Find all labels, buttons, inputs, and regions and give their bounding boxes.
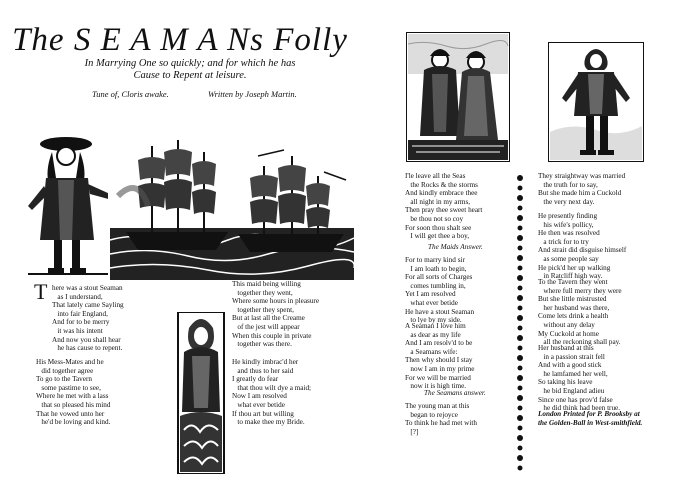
tune-line: Tune of, Cloris awake. (92, 89, 169, 99)
stanza-2: His Mess-Mates and he did together agree To go to the Tavern some pastime to see, Where he met with a lass that so pleased his mind That he vowed unto her he'd be loving and kind. (36, 358, 111, 427)
woman-portrait-woodcut (176, 312, 226, 474)
subtitle-line-2: Cause to Repent at leisure. (133, 70, 247, 81)
stanza-6: For to marry kind sir I am loath to begin, For all sorts of Charges comes tumbling in, Yet I am resolved what ever betide He have a stout Seaman to lye by my side. (405, 256, 475, 325)
author-line: Written by Joseph Martin. (208, 89, 297, 99)
ballad-title: The S E A M A Ns Folly (12, 22, 348, 58)
stanza-8: The young man at this began to rejoyce To think he had met with [?] (405, 402, 477, 436)
printer-imprint: London Printed for P. Brooksby at the Golden-Ball in West-smithfield. (538, 410, 643, 427)
ornamental-divider (515, 172, 525, 472)
stanza-9: They straightway was married the truth for to say, But she made him a Cuckold the very next day. (538, 172, 626, 206)
stanza-5: I'le leave all the Seas the Rocks & the storms And kindly embrace thee all night in my arms, Then pray thee sweet heart be thou not so coy For soon thou shalt see I will get thee a boy, (405, 172, 483, 241)
subtitle-line-1: In Marrying One so quickly; and for which he has (84, 58, 296, 69)
stanza-11: To the Tavern they went where full merry they were But she little mistrusted her husband was there, Come lets drink a health without any delay My Cuckold at home all the reckoning shall pay. (538, 278, 622, 347)
stanza-1: here was a stout Seaman as I understand, That lately came Sayling into fair England, And for to be merry it was his intent And now you shall hear he has cause to repent. (52, 284, 124, 353)
stanza-3: This maid being willing together they went, Where some hours in pleasure together they spent, But at last all the Creame of the jest will appear When this couple in private together was there. (232, 280, 320, 349)
sailing-ships-woodcut (108, 136, 356, 282)
stanza-10: He presently finding his wife's pollicy, He then was resolved a trick for to try And strait did disguise himself as some people say He pick'd her up walking in Ratcliff high way. (538, 212, 627, 281)
drop-cap: T (34, 279, 48, 304)
gentleman-woodcut (18, 128, 118, 278)
man-standing-woodcut (548, 42, 644, 162)
stanza-12: Her husband at this in a passion strait fell And with a good stick he lamfamed her well, So taking his leave he bid England adieu Since one has prov'd false he did think had been true. (538, 344, 621, 413)
seamans-answer-heading: The Seamans answer. (424, 389, 486, 397)
ballad-subtitle (40, 58, 340, 82)
stanza-4: He kindly imbrac'd her and thus to her said I greatly do fear that thou wilt dye a maid; Now I am resolved what ever betide If thou art but willing to make thee my Bride. (232, 358, 312, 427)
couple-woodcut (406, 32, 510, 162)
maids-answer-heading: The Maids Answer. (428, 243, 483, 251)
stanza-7: A Seaman I love him as dear as my life And I am resolv'd to be a Seamans wife: Then why should I stay now I am in my prime For we will be married now it is high time. (405, 322, 475, 391)
